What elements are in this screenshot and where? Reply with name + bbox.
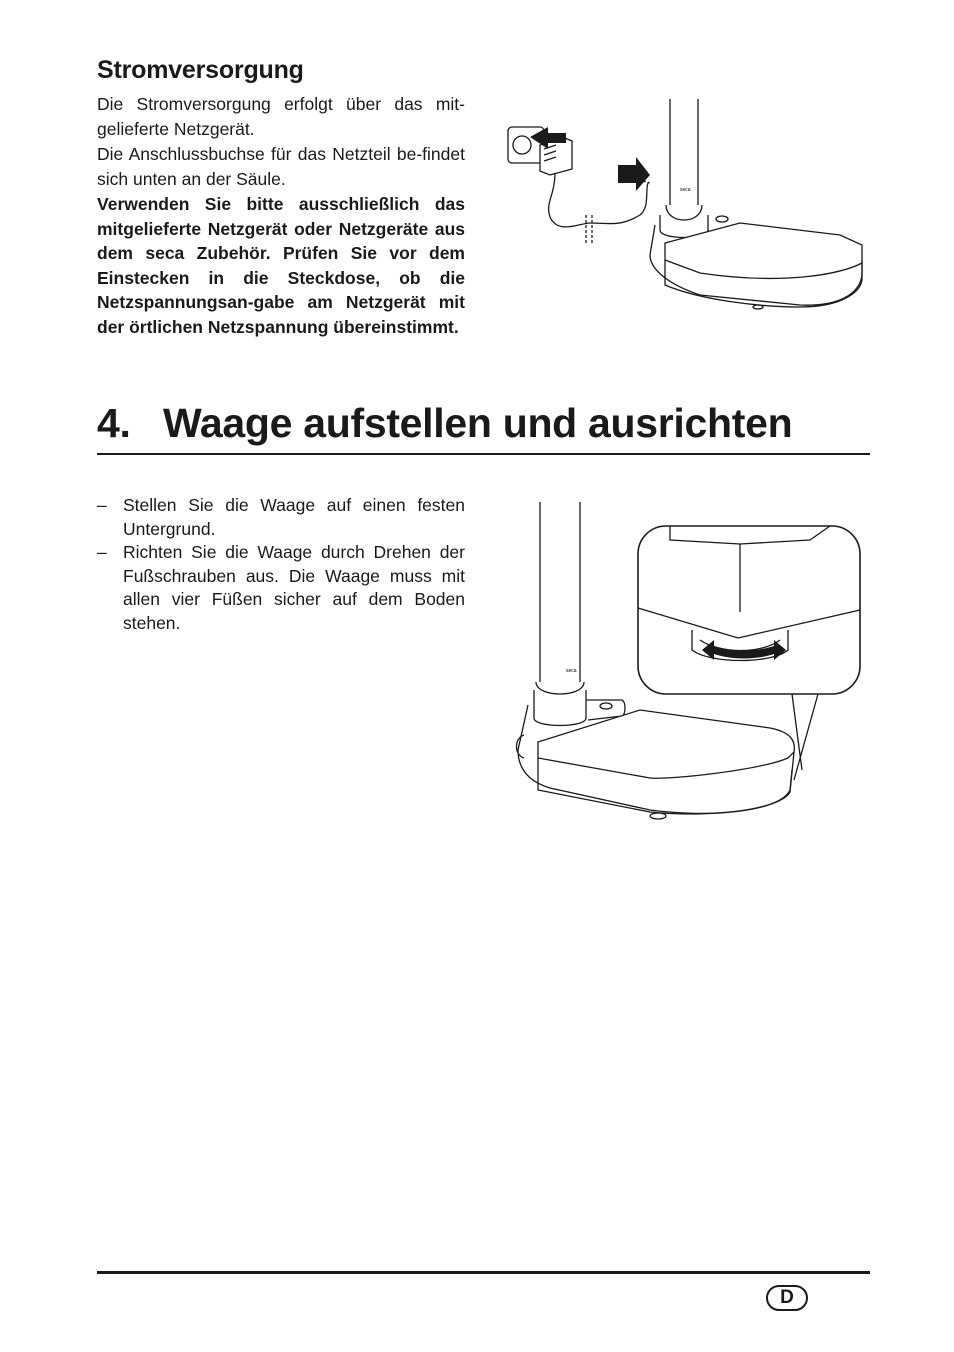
section-heading-power-supply: Stromversorgung	[97, 56, 304, 84]
power-adapter-illustration	[500, 95, 870, 320]
connect-arrow-icon	[618, 157, 650, 191]
language-badge: D	[766, 1285, 808, 1311]
power-supply-paragraph-1: Die Stromversorgung erfolgt über das mit-gelieferte Netzgerät.	[97, 94, 465, 139]
power-supply-paragraph-2: Die Anschlussbuchse für das Netzteil be-findet sich unten an der Säule.	[97, 144, 465, 189]
list-item	[97, 494, 465, 541]
detail-callout	[638, 526, 860, 694]
brand-label: seca	[566, 668, 577, 674]
footer-rule	[97, 1271, 870, 1274]
chapter-title: Waage aufstellen und ausrichten	[163, 400, 793, 446]
step-text: Stellen Sie die Waage auf einen festen Untergrund.	[123, 495, 465, 539]
step-text: Richten Sie die Waage durch Drehen der Fußschrauben aus. Die Waage muss mit allen vier Füßen sicher auf dem Boden stehen.	[123, 542, 465, 633]
list-dash: –	[97, 495, 107, 515]
setup-steps-list	[97, 494, 465, 635]
power-supply-warning: Verwenden Sie bitte ausschließlich das mitgelieferte Netzgerät oder Netzgeräte aus dem seca Zubehör. Prüfen Sie vor dem Einstecken in die Steckdose, ob die Netzspannungsan-gabe am Netzgerät mit der örtlichen Netzspannung übereinstimmt.	[97, 194, 465, 337]
chapter-heading	[97, 400, 870, 455]
list-item	[97, 541, 465, 635]
scale-leveling-illustration	[510, 500, 870, 825]
brand-label: seca	[680, 187, 691, 193]
chapter-number: 4.	[97, 400, 131, 446]
list-dash: –	[97, 542, 107, 562]
